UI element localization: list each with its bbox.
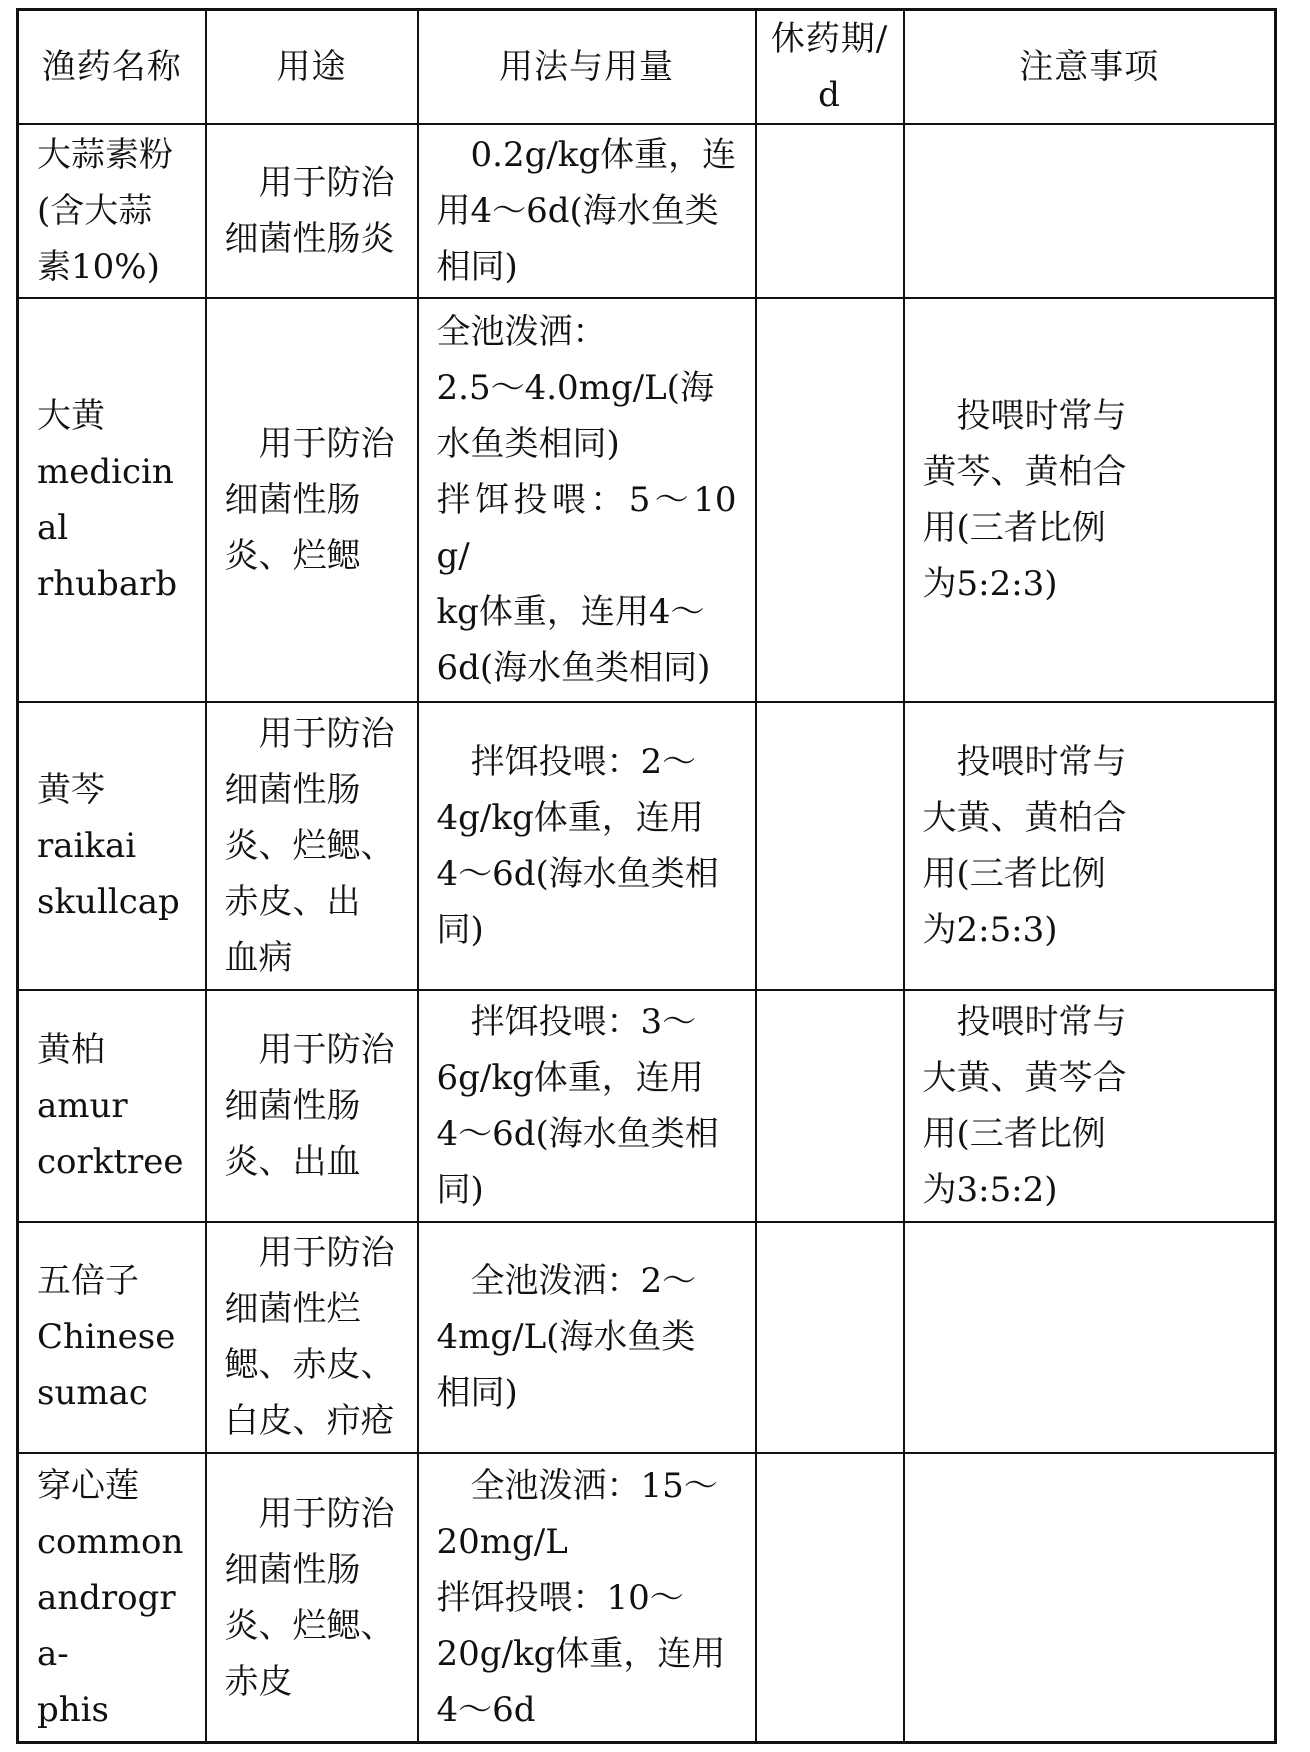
notes-cell: 投喂时常与 黄芩、黄柏合 用(三者比例 为5:2:3) [904, 298, 1276, 701]
notes-cell [904, 1453, 1276, 1742]
dosage-cell: 拌饵投喂：3～ 6g/kg体重，连用 4～6d(海水鱼类相 同) [418, 990, 756, 1221]
notes-cell [904, 1222, 1276, 1453]
header-notes: 注意事项 [904, 10, 1276, 125]
dosage-cell: 全池泼洒：2～ 4mg/L(海水鱼类 相同) [418, 1222, 756, 1453]
dosage-cell: 全池泼洒： 2.5～4.0mg/L(海 水鱼类相同) 拌饵投喂：5～10g/ kg体重，连用4～ 6d(海水鱼类相同) [418, 298, 756, 701]
notes-cell: 投喂时常与 大黄、黄芩合 用(三者比例 为3:5:2) [904, 990, 1276, 1221]
withdrawal-cell [756, 702, 904, 991]
dosage-cell: 全池泼洒：15～ 20mg/L 拌饵投喂：10～ 20g/kg体重，连用 4～6d [418, 1453, 756, 1742]
table-row [18, 1453, 1276, 1742]
drug-name-cell: 大蒜素粉 (含大蒜 素10%) [18, 124, 206, 298]
table-row [18, 990, 1276, 1221]
header-withdrawal-period: 休药期/d [756, 10, 904, 125]
fishery-drug-table [16, 8, 1277, 1744]
drug-name-cell: 大黄 medicinal rhubarb [18, 298, 206, 701]
drug-name-cell: 穿心莲 common androgra- phis [18, 1453, 206, 1742]
withdrawal-cell [756, 990, 904, 1221]
table-row [18, 298, 1276, 701]
withdrawal-cell [756, 1222, 904, 1453]
table-row [18, 1222, 1276, 1453]
use-cell: 用于防治 细菌性烂 鳃、赤皮、 白皮、疖疮 [206, 1222, 418, 1453]
use-cell: 用于防治 细菌性肠炎 [206, 124, 418, 298]
header-drug-name: 渔药名称 [18, 10, 206, 125]
notes-cell [904, 124, 1276, 298]
withdrawal-cell [756, 1453, 904, 1742]
table-row [18, 124, 1276, 298]
drug-name-cell: 黄柏 amur corktree [18, 990, 206, 1221]
use-cell: 用于防治 细菌性肠 炎、出血 [206, 990, 418, 1221]
table-row [18, 702, 1276, 991]
notes-cell: 投喂时常与 大黄、黄柏合 用(三者比例 为2:5:3) [904, 702, 1276, 991]
withdrawal-cell [756, 298, 904, 701]
dosage-cell: 0.2g/kg体重，连 用4～6d(海水鱼类 相同) [418, 124, 756, 298]
use-cell: 用于防治 细菌性肠 炎、烂鳃、 赤皮 [206, 1453, 418, 1742]
header-dosage: 用法与用量 [418, 10, 756, 125]
drug-name-cell: 五倍子 Chinese sumac [18, 1222, 206, 1453]
use-cell: 用于防治 细菌性肠 炎、烂鳃 [206, 298, 418, 701]
withdrawal-cell [756, 124, 904, 298]
use-cell: 用于防治 细菌性肠 炎、烂鳃、 赤皮、出 血病 [206, 702, 418, 991]
dosage-cell: 拌饵投喂：2～ 4g/kg体重，连用 4～6d(海水鱼类相 同) [418, 702, 756, 991]
header-use: 用途 [206, 10, 418, 125]
drug-name-cell: 黄芩 raikai skullcap [18, 702, 206, 991]
header-row [18, 10, 1276, 125]
